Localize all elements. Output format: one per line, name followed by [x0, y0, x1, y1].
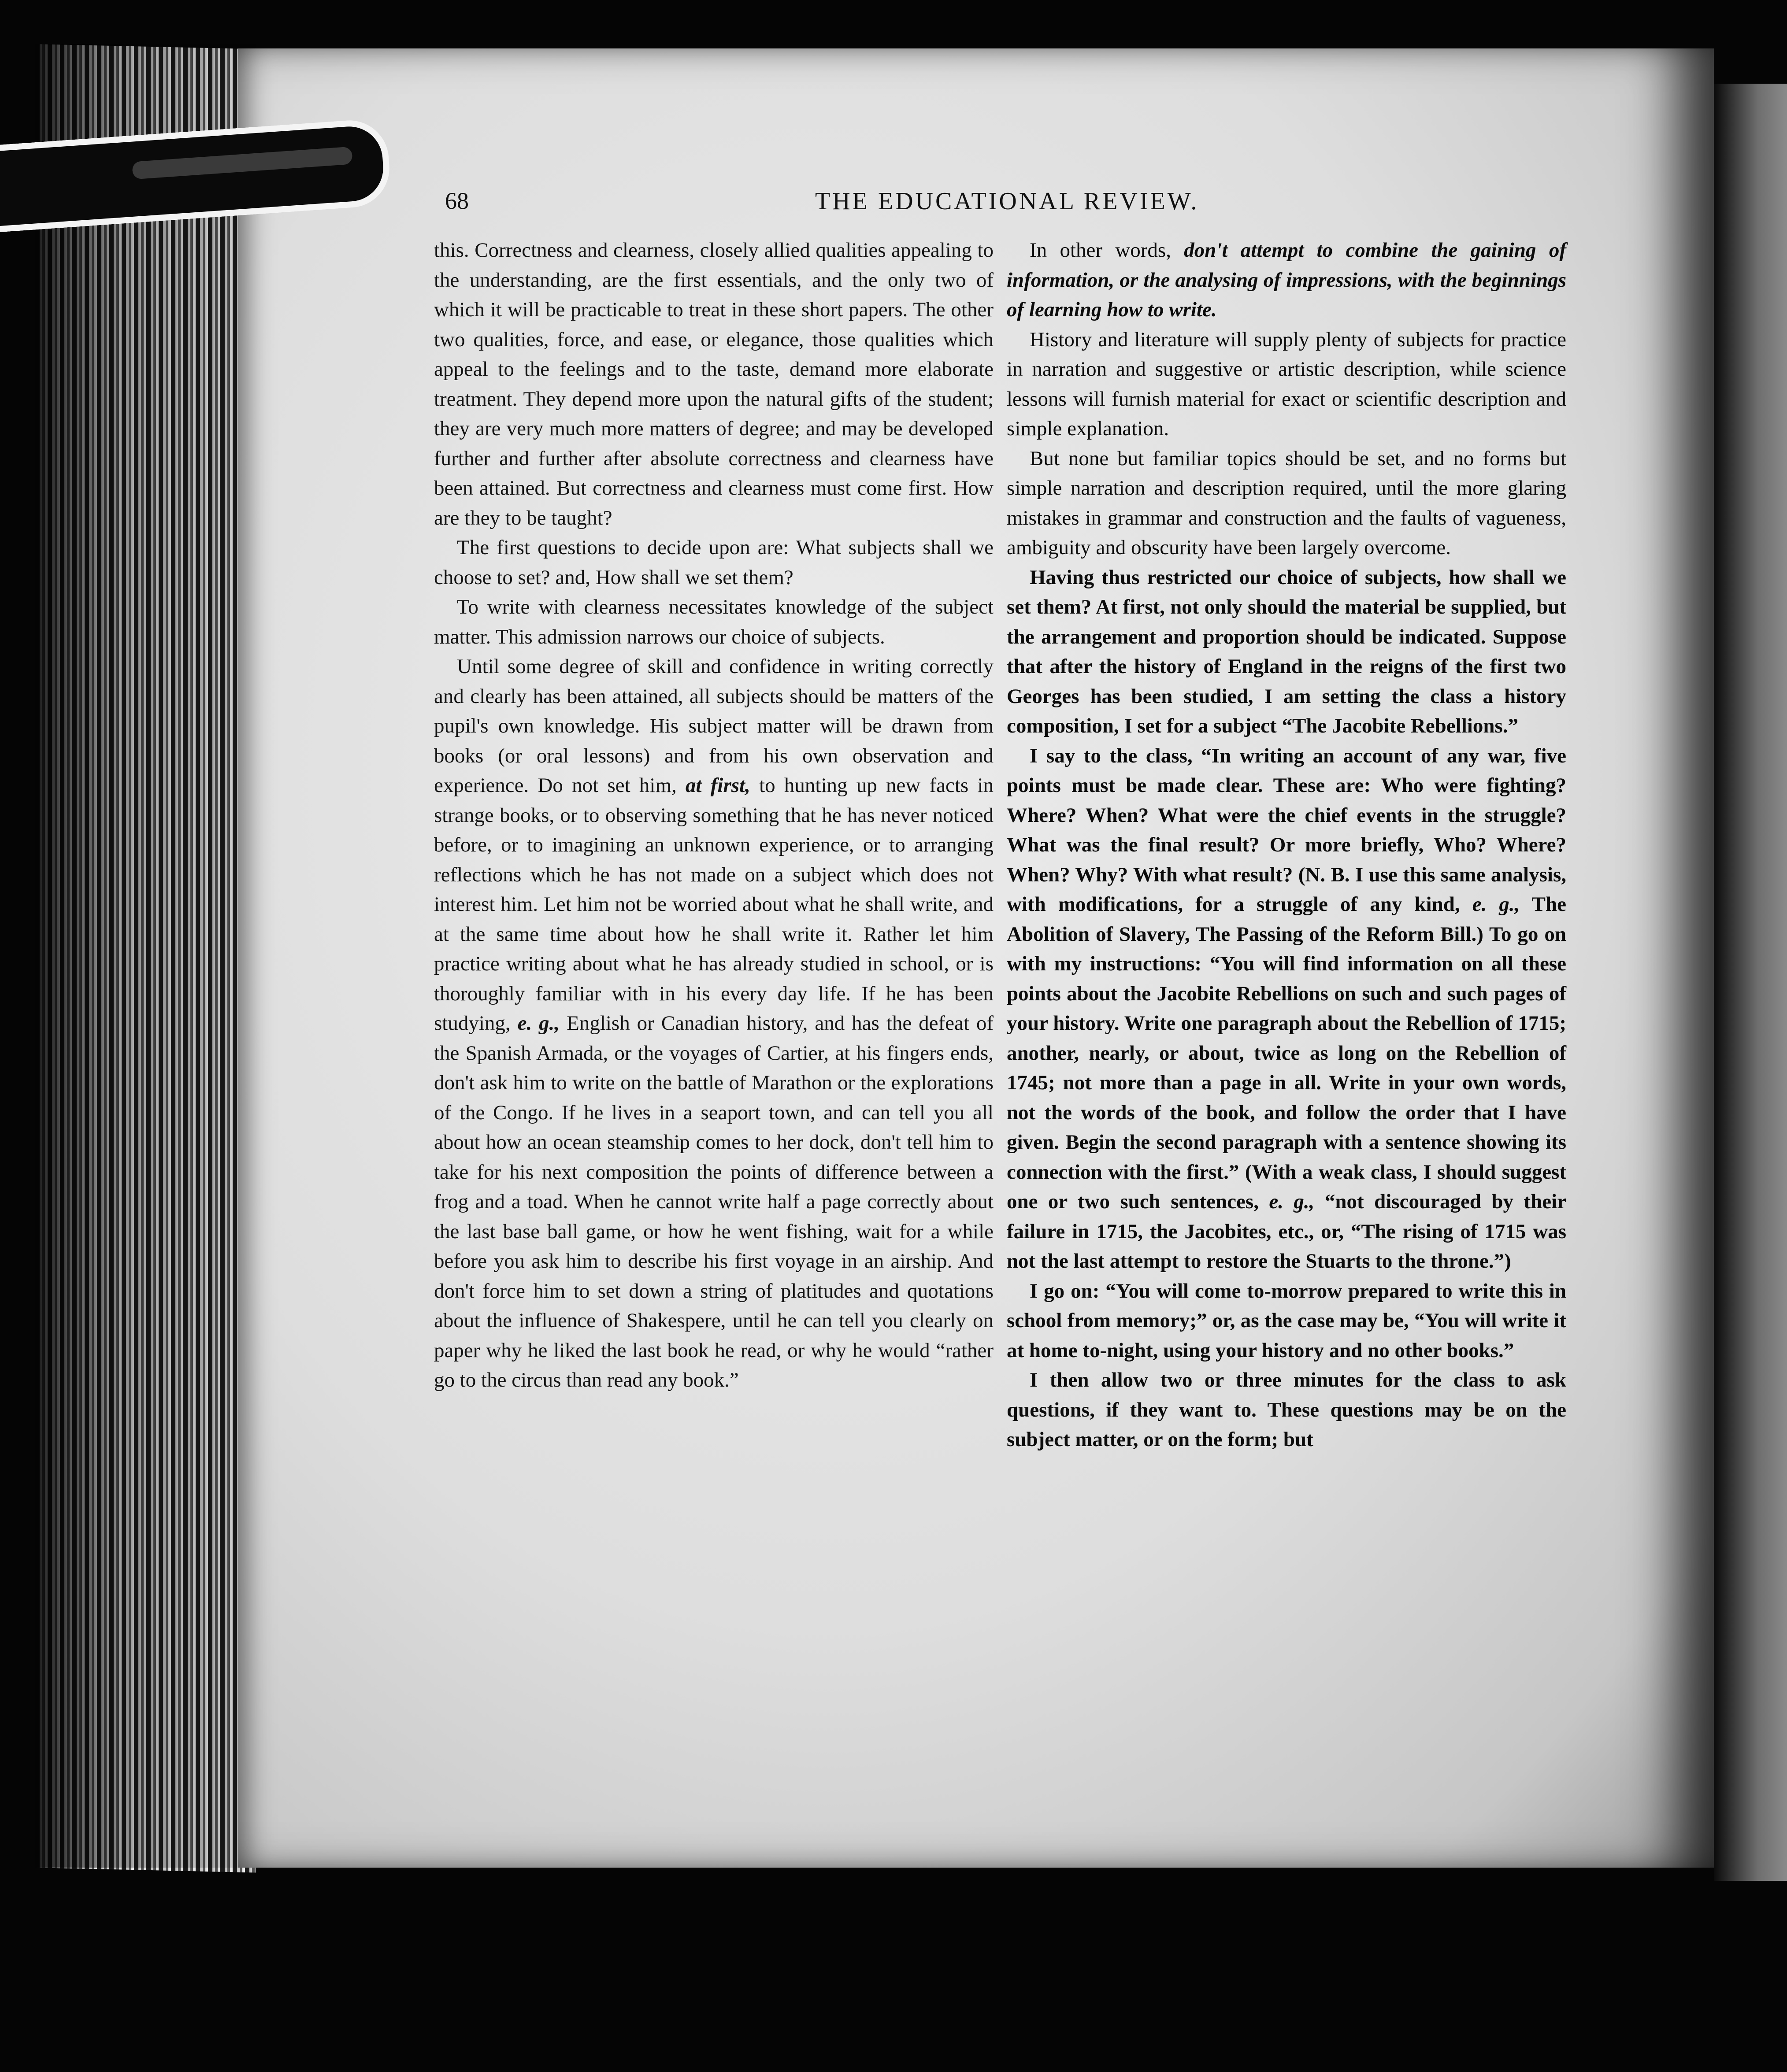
paragraph: this. Correctness and clearness, closely allied qualities appealing to the understanding, are the first essentials, and the only two of which it will be practicable to treat in these short papers. The other two qualities, force, and ease, or elegance, those qualities which appeal to the feelings and to the taste, demand more elaborate treatment. They depend more upon the natural gifts of the student; they are very much more matters of degree; and may be developed further and further after absolute correctness and clearness have been attained. But correctness and clearness must come first. How are they to be taught? — [434, 239, 994, 529]
left-column — [434, 236, 994, 1395]
paragraph-text: Until some degree of skill and confidence in writing correctly and clearly has been attained, all subjects should be matters of the pupil's own knowledge. His subject matter will be drawn from books (or oral lessons) and from his own observation and experience. Do not set him, — [434, 655, 994, 797]
paragraph-text: I say to the class, “In writing an account of any war, five points must be made clear. These are: Who were fighting? Where? When? What were the chief events in the struggle? What was the final result? Or more briefly, Who? Where? When? Why? With what result? (N. B. I use this same analysis, with modifications, for a struggle of any kind, — [1007, 744, 1566, 916]
paragraph-text: English or Canadian history, and has the defeat of the Spanish Armada, or the voyages of Cartier, at his fingers ends, don't ask him to write on the battle of Marathon or the explorations of the Congo. If he lives in a seaport town, and can tell you all about how an ocean steamship comes to her dock, don't tell him to take for his next composition the points of difference between a frog and a toad. When he cannot write half a page correctly about the last base ball game, or how he went fishing, wait for a while before you ask him to describe his first voyage in an airship. And don't force him to set down a string of platitudes and quotations about the influence of Shakespere, until he can tell you clearly on paper why he liked the last book he read, or why he would “rather go to the circus than read any book.” — [434, 1012, 994, 1391]
emphasis-text: at first, — [685, 774, 750, 797]
paragraph: I then allow two or three minutes for the class to ask questions, if they want to. These questions may be on the subject matter, or on the form; but — [1007, 1369, 1566, 1451]
paragraph — [434, 652, 994, 1395]
paragraph — [1007, 236, 1566, 325]
paragraph: The first questions to decide upon are: What subjects shall we choose to set? and, How shall we set them? — [434, 536, 994, 589]
paragraph-text: In other words, — [1030, 239, 1171, 262]
paragraph-text: to hunting up new facts in strange books, or to observing something that he has never noticed before, or to imagining an unknown experience, or to arranging reflections which he has not made on a subject which does not interest him. Let him not be worried about what he shall write, and at the same time about how he shall write it. Rather let him practice writing about what he has already studied in school, or is thoroughly familiar with in his every day life. If he has been studying, — [434, 774, 994, 1035]
emphasis-text: e. g., — [517, 1012, 560, 1035]
running-title: THE EDUCATIONAL REVIEW. — [815, 188, 1199, 215]
paragraph: But none but familiar topics should be set, and no forms but simple narration and description required, until the more glaring mistakes in grammar and construction and the faults of vagueness, ambiguity and obscurity have been largely overcome. — [1007, 447, 1566, 559]
emphasis-text: don't attempt to combine the gaining of information, or the analysing of impressions, with the beginnings of learning how to write. — [1007, 239, 1566, 321]
emphasis-text: e. g., — [1472, 893, 1520, 916]
paragraph-text: “not discouraged by their failure in 1715, the Jacobites, etc., or, “The rising of 1715 was not the last attempt to restore the Stuarts to the throne.”) — [1007, 1190, 1567, 1273]
page-header — [436, 187, 1564, 222]
next-page-edge — [1714, 84, 1787, 1881]
page-number: 68 — [445, 188, 469, 214]
paragraph: I go on: “You will come to-morrow prepared to write this in school from memory;” or, as the case may be, “You will write it at home to-night, using your history and no other books.” — [1007, 1279, 1566, 1362]
paragraph-text: The Abolition of Slavery, The Passing of the Reform Bill.) To go on with my instructions: “You will find information on all these points about the Jacobite Rebellions on such and such pages of your history. Write one paragraph about the Rebellion of 1715; another, nearly, or about, twice as long on the Rebellion of 1745; not more than a page in all. Write in your own words, not the words of the book, and follow the order that I have given. Begin the second paragraph with a sentence showing its connection with the first.” (With a weak class, I should suggest one or two such sentences, — [1007, 893, 1567, 1213]
emphasis-text: e. g., — [1269, 1190, 1315, 1213]
paragraph: To write with clearness necessitates knowledge of the subject matter. This admission narrows our choice of subjects. — [434, 596, 994, 648]
page-stack-shadow — [35, 44, 256, 1868]
paragraph: History and literature will supply plenty of subjects for practice in narration and suggestive or artistic description, while science lessons will furnish material for exact or scientific description and simple explanation. — [1007, 328, 1566, 440]
paragraph — [1007, 741, 1566, 1276]
paragraph: Having thus restricted our choice of subjects, how shall we set them? At first, not only should the material be supplied, but the arrangement and proportion should be indicated. Suppose that after the history of England in the reigns of the first two Georges has been studied, I am setting the class a history composition, I set for a subject “The Jacobite Rebellions.” — [1007, 566, 1566, 737]
right-column — [1007, 236, 1566, 1455]
